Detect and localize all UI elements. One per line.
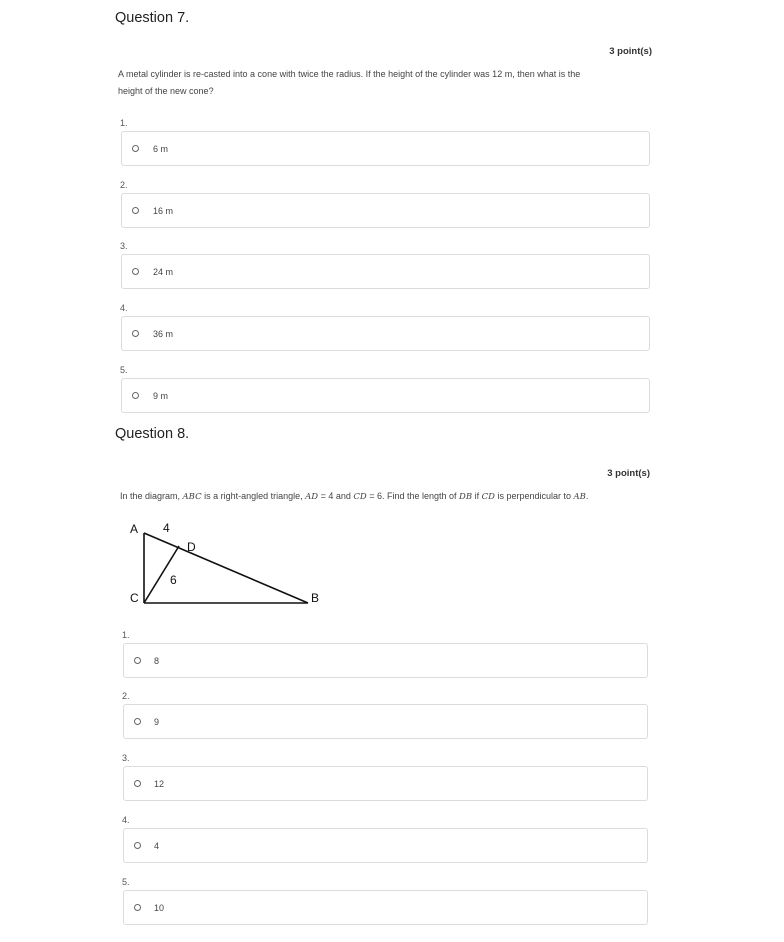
vertex-c-label: C (130, 591, 139, 605)
question-7-option-3[interactable] (121, 254, 650, 289)
option-number: 5. (120, 365, 128, 375)
question-8-text (120, 488, 650, 506)
option-number: 1. (120, 118, 128, 128)
question-8-option-3[interactable] (123, 766, 648, 801)
option-number: 4. (120, 303, 128, 313)
radio-button[interactable] (132, 392, 139, 399)
option-number: 5. (122, 877, 130, 887)
text-segment: is a right-angled triangle, (201, 491, 306, 501)
option-number: 4. (122, 815, 130, 825)
radio-button[interactable] (134, 657, 141, 664)
math-cd: CD (481, 492, 495, 502)
radio-button[interactable] (132, 268, 139, 275)
option-label: 6 m (153, 144, 169, 154)
math-ab: AB (573, 492, 586, 502)
side-ab (144, 533, 308, 603)
option-label: 24 m (153, 267, 174, 277)
math-abc: ABC (182, 492, 202, 502)
option-label: 16 m (153, 206, 174, 216)
option-number: 2. (120, 180, 128, 190)
question-7-option-2[interactable] (121, 193, 650, 228)
question-7-title: Question 7. (115, 10, 190, 26)
text-segment: In the diagram, (120, 491, 183, 501)
question-7-points: 3 point(s) (609, 46, 652, 57)
question-8-option-4[interactable] (123, 828, 648, 863)
option-label: 4 (154, 841, 160, 851)
text-segment: = 4 and (318, 491, 354, 501)
option-label: 12 (154, 779, 165, 789)
text-segment: if (472, 491, 482, 501)
option-number: 2. (122, 691, 130, 701)
question-8-option-2[interactable] (123, 704, 648, 739)
question-7-option-4[interactable] (121, 316, 650, 351)
radio-button[interactable] (132, 207, 139, 214)
vertex-b-label: B (311, 591, 320, 605)
radio-button[interactable] (134, 842, 141, 849)
radio-button[interactable] (132, 330, 139, 337)
radio-button[interactable] (132, 145, 139, 152)
length-cd-label: 6 (170, 573, 177, 587)
option-label: 10 (154, 903, 165, 913)
question-8-points: 3 point(s) (607, 468, 650, 479)
triangle-diagram (120, 516, 340, 616)
math-cd: CD (353, 492, 367, 502)
text-segment: is perpendicular to (494, 491, 574, 501)
question-8-title: Question 8. (115, 426, 190, 442)
option-number: 1. (122, 630, 130, 640)
math-db: DB (459, 492, 473, 502)
option-label: 36 m (153, 329, 174, 339)
question-7-text-line-1: A metal cylinder is re-casted into a cone with twice the radius. If the height of the cylinder was 12 m, then what is the (118, 69, 581, 79)
option-label: 9 (154, 717, 160, 727)
vertex-a-label: A (130, 522, 139, 536)
question-7-text (118, 66, 648, 100)
radio-button[interactable] (134, 718, 141, 725)
question-8-option-5[interactable] (123, 890, 648, 925)
text-segment: . (585, 491, 589, 501)
vertex-d-label: D (187, 540, 196, 554)
question-7-option-5[interactable] (121, 378, 650, 413)
option-label: 9 m (153, 391, 169, 401)
option-number: 3. (122, 753, 130, 763)
question-8-option-1[interactable] (123, 643, 648, 678)
option-number: 3. (120, 241, 128, 251)
option-label: 8 (154, 656, 160, 666)
question-7-option-1[interactable] (121, 131, 650, 166)
length-ad-label: 4 (163, 521, 170, 535)
radio-button[interactable] (134, 780, 141, 787)
question-7-text-line-2: height of the new cone? (118, 86, 214, 96)
math-ad: AD (305, 492, 319, 502)
radio-button[interactable] (134, 904, 141, 911)
text-segment: = 6. Find the length of (366, 491, 460, 501)
